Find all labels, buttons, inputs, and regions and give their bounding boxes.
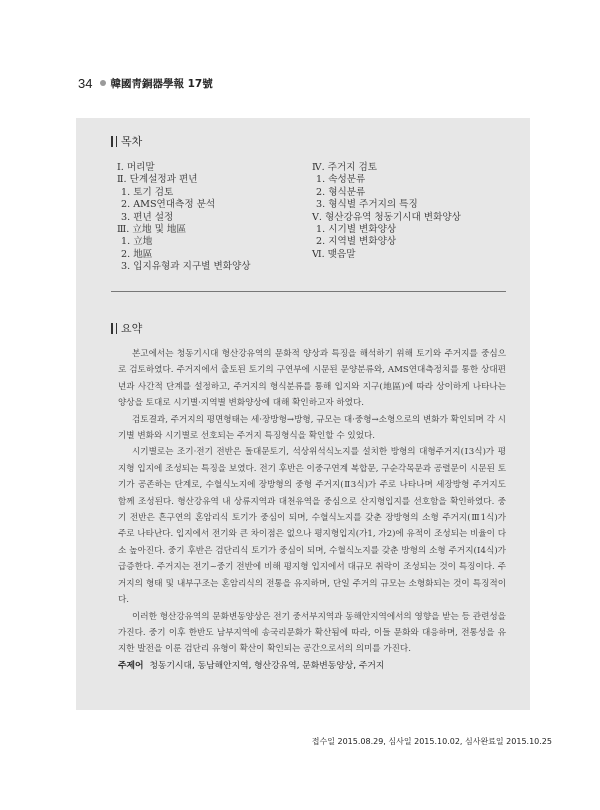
heading-bar-icon bbox=[116, 323, 117, 334]
heading-bar-icon bbox=[116, 136, 117, 147]
received-dates: 접수일 2015.08.29, 심사일 2015.10.02, 심사완료일 2015.10.25 bbox=[311, 737, 552, 746]
toc-heading-label: 목차 bbox=[121, 135, 143, 148]
page-number: 34 bbox=[78, 75, 93, 91]
abstract-paragraph: 본고에서는 청동기시대 형산강유역의 문화적 양상과 특징을 해석하기 위해 토기와 주거지를 중심으로 검토하였다. 주거지에서 출토된 토기의 구연부에 시문된 문양분류와, AMS연대측정치를 통한 상대편년과 사간적 단계를 설정하고, 주거지의 형식분류를 통해 입지와 지구(地區)에 따라 상이하게 나타나는 양상을 토대로 시기별·지역별 변화양상에 대해 확인하고자 하였다. bbox=[118, 349, 506, 409]
abstract-paragraph: 이러한 형산강유역의 문화변동양상은 전기 중서부지역과 동해안지역에서의 영향을 받는 등 관련성을 가진다. 중기 이후 한반도 남부지역에 송국리문화가 확산됨에 따라, 이들 문화와 대응하며, 전통성을 유지한 발전을 이룬 검단리 유형이 확산이 확인되는 공간으로서의 의미를 가진다. bbox=[118, 611, 506, 655]
keywords bbox=[118, 658, 384, 671]
toc-divider bbox=[111, 291, 506, 292]
toc-right-column bbox=[312, 162, 461, 261]
abstract-heading-label: 요약 bbox=[121, 322, 143, 335]
keywords-text: 청동기시대, 동남해안지역, 형산강유역, 문화변동양상, 주거지 bbox=[149, 661, 385, 671]
toc-item: Ⅵ. 맺음말 bbox=[312, 248, 356, 260]
toc-item: 3. 형식별 주거지의 특징 bbox=[316, 199, 418, 211]
abstract-body bbox=[118, 346, 506, 658]
toc-item: Ⅰ. 머리말 bbox=[117, 162, 155, 173]
toc-item: Ⅲ. 立地 및 地區 bbox=[117, 224, 187, 236]
toc-item: Ⅳ. 주거지 검토 bbox=[312, 162, 378, 173]
toc-item: 1. 속성분류 bbox=[316, 174, 366, 186]
toc-item: 2. 지역별 변화양상 bbox=[316, 236, 397, 248]
toc-item: 3. 입지유형과 지구별 변화양상 bbox=[121, 261, 251, 273]
toc-item: 2. 형식분류 bbox=[316, 186, 366, 198]
bullet-dot-icon bbox=[100, 80, 106, 86]
journal-title: 韓國靑銅器學報 17號 bbox=[110, 77, 213, 90]
running-header bbox=[78, 74, 213, 92]
toc-item: 1. 立地 bbox=[121, 236, 153, 248]
abstract-heading bbox=[111, 320, 142, 336]
toc-item: 2. 地區 bbox=[121, 248, 153, 260]
toc-item: 2. AMS연대측정 분석 bbox=[121, 199, 216, 211]
toc-heading bbox=[111, 133, 142, 149]
abstract-paragraph: 시기별로는 조기·전기 전반은 돌대문토기, 석상위석식노지를 설치한 방형의 대형주거지(Ⅰ3식)가 평지형 입지에 조성되는 특징을 보였다. 전기 후반은 이중구연계 복합문, 구순각목문과 공렬문이 시문된 토기가 공존하는 단계로, 수혈식노지에 장방형의 중형 주거지(Ⅱ3식)가 주로 나타나며 세장방형 주거지도 함께 조성된다. 형산강유역 내 상류지역과 대천유역을 중심으로 산지형입지를 선호함을 확인하였다. 중기 전반은 흔구연의 혼암리식 토기가 중심이 되며, 수혈식노지를 갖춘 장방형의 소형 주거지(Ⅲ1식)가 주로 나타난다. 입지에서 전기와 큰 차이점은 없으나 평지형입지(가1, 가2)에 유적이 조성되는 비율이 다소 높아진다. 중기 후반은 검단리식 토기가 중심이 되며, 수혈식노지를 갖춘 방형의 소형 주거지(Ⅰ4식)가 급증한다. 주거지는 전기~중기 전반에 비해 평지형 입지에서 대규모 취락이 조성되는 것이 특징이다. 주거지의 형태 및 내부구조는 혼암리식의 전통을 유지하며, 단일 주거의 규모는 소형화되는 것이 특징적이다. bbox=[118, 447, 506, 606]
toc-item: 1. 시기별 변화양상 bbox=[316, 224, 397, 236]
heading-bar-icon bbox=[111, 323, 113, 334]
toc-item: 1. 토기 검토 bbox=[121, 186, 174, 198]
toc-item: Ⅴ. 형산강유역 청동기시대 변화양상 bbox=[312, 211, 461, 223]
toc-item: 3. 편년 설정 bbox=[121, 211, 174, 223]
abstract-paragraph: 검토결과, 주거지의 평면형태는 세·장방형→방형, 규모는 대·중형→소형으로의 변화가 확인되며 각 시기별 변화와 시기별로 선호되는 주거지 특징형식을 확인할 수 있었다. bbox=[118, 414, 506, 442]
keywords-label: 주제어 bbox=[118, 661, 144, 671]
heading-bar-icon bbox=[111, 136, 113, 147]
toc-left-column bbox=[117, 162, 251, 274]
toc-item: Ⅱ. 단계설정과 편년 bbox=[117, 174, 198, 186]
